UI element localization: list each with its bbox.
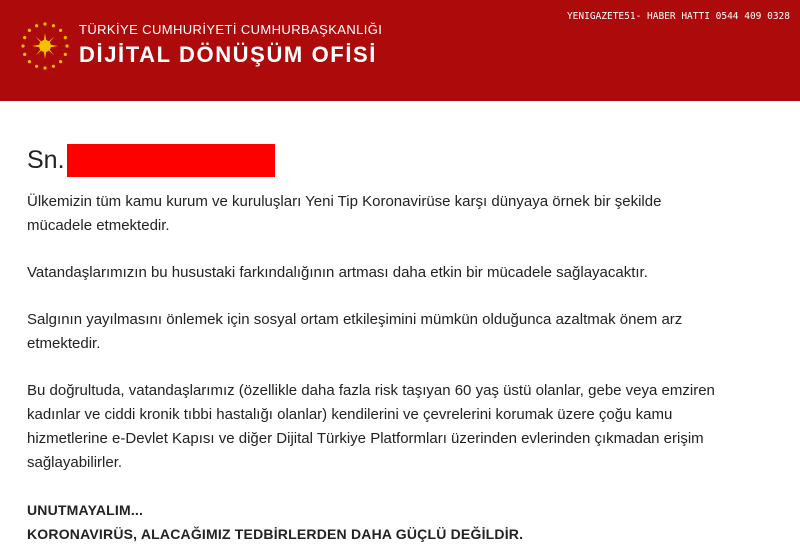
- closing-line-2: KORONAVIRÜS, ALACAĞIMIZ TEDBİRLERDEN DAHA GÜÇLÜ DEĞİLDİR.: [27, 526, 524, 542]
- paragraph: Vatandaşlarımızın bu husustaki farkındalığının artması daha etkin bir mücadele sağlayacaktır.: [27, 264, 648, 281]
- letter-body: [27, 140, 727, 546]
- closing-line-1: UNUTMAYALIM...: [27, 502, 144, 518]
- header-banner: [0, 0, 800, 101]
- salutation: [27, 140, 727, 180]
- office-name: DİJİTAL DÖNÜŞÜM OFİSİ: [79, 42, 378, 67]
- redacted-name: [67, 144, 275, 177]
- paragraph: Salgının yayılmasını önlemek için sosyal ortam etkileşimini mümkün olduğunca azaltmak önem arz etmektedir.: [27, 311, 683, 352]
- watermark-text: YENIGAZETE51- HABER HATTI 0544 409 0328: [566, 11, 790, 22]
- presidential-seal-icon: [20, 21, 70, 71]
- salutation-prefix: Sn.: [27, 146, 65, 174]
- paragraph: Ülkemizin tüm kamu kurum ve kuruluşları Yeni Tip Koronavirüse karşı dünyaya örnek bir şekilde mücadele etmektedir.: [27, 193, 662, 234]
- paragraph: Bu doğrultuda, vatandaşlarımız (özellikle daha fazla risk taşıyan 60 yaş üstü olanlar, gebe veya emziren kadınlar ve ciddi kronik tıbbi hastalığı olanlar) kendilerini ve çevrelerini korumak üzere çoğu kamu hizmetlerine e-Devlet Kapısı ve diğer Dijital Türkiye Platformları üzerinden evlerinden çıkmadan erişim sağlayabilirler.: [27, 382, 715, 471]
- org-name-line: TÜRKİYE CUMHURİYETİ CUMHURBAŞKANLIĞI: [79, 22, 383, 37]
